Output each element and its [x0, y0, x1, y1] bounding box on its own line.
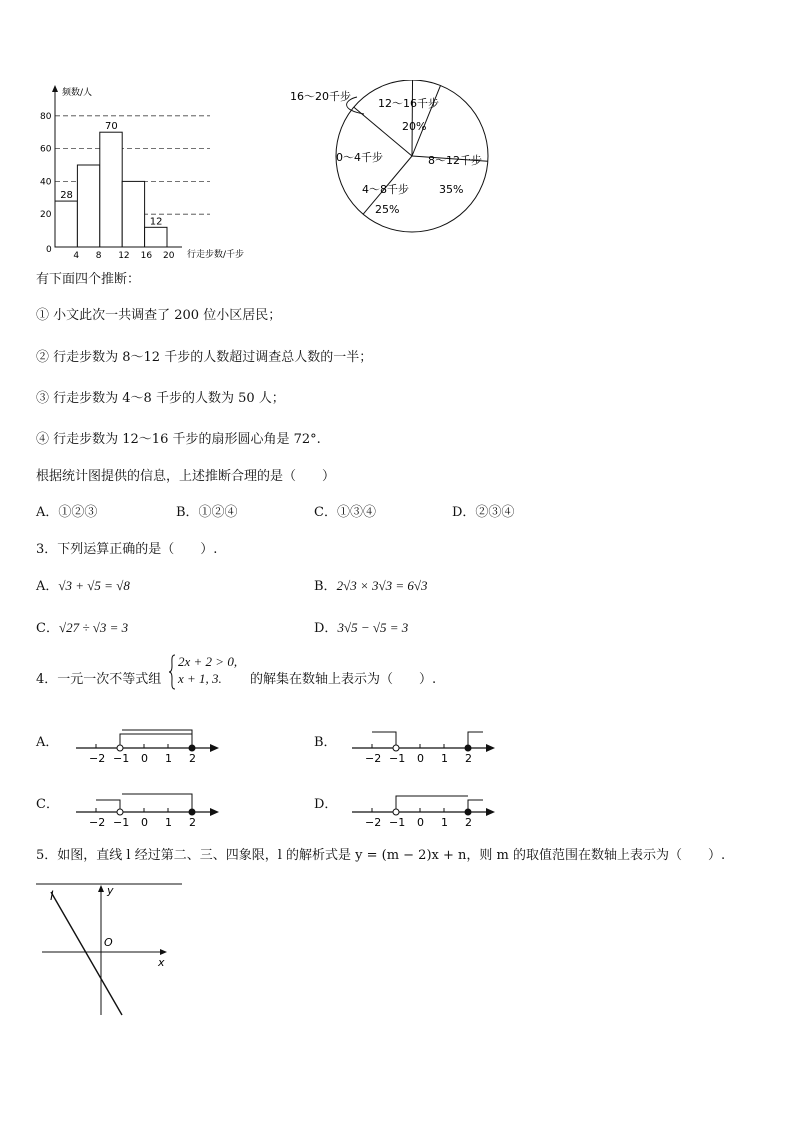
- solution-bracket: [96, 800, 120, 812]
- q3-b-expr: 2√3 × 3√3 = 6√3: [336, 578, 428, 593]
- pie-label-0-4: 0～4千步: [336, 151, 383, 164]
- pie-label-16-20: 16～20千步: [290, 90, 351, 103]
- closed-point: [189, 809, 195, 815]
- q3-d-label: D．: [314, 621, 338, 636]
- number-line-c[interactable]: [72, 782, 227, 830]
- y-label: y: [107, 884, 114, 897]
- number-label: 0: [417, 816, 424, 829]
- statement-1: ① 小文此次一共调查了 200 位小区居民；: [36, 308, 282, 323]
- number-label: 1: [165, 752, 172, 765]
- y-tick-label: 60: [40, 144, 52, 155]
- pie-label-12-16: 12～16千步: [378, 97, 439, 110]
- open-point: [393, 809, 399, 815]
- origin-label: 0: [46, 245, 52, 255]
- graph-y-arrow: [98, 885, 104, 892]
- number-label: −2: [365, 752, 382, 765]
- number-label: −1: [113, 752, 130, 765]
- number-label: 2: [189, 816, 196, 829]
- q3-option-a[interactable]: [36, 578, 130, 595]
- number-axis-arrow: [486, 744, 495, 752]
- q3-c-label: C．: [36, 621, 59, 636]
- line-l-label: l: [50, 889, 54, 903]
- pie-pct-4-8: 25%: [375, 203, 400, 216]
- histogram-chart: [30, 82, 270, 267]
- number-label: 0: [141, 752, 148, 765]
- q2-option-b[interactable]: B．①②④: [176, 505, 238, 520]
- pie-label-8-12: 8～12千步: [428, 154, 482, 167]
- bar-data-label: 70: [105, 121, 118, 133]
- bar-data-label: 12: [149, 216, 163, 228]
- number-label: −1: [113, 816, 130, 829]
- statement-4: ④ 行走步数为 12～16 千步的扇形圆心角是 72°.: [36, 432, 321, 447]
- q4-option-b[interactable]: B．: [314, 735, 337, 750]
- histogram-bar: [77, 165, 99, 247]
- q2-option-d[interactable]: D．②③④: [452, 505, 515, 520]
- histogram-bar: [100, 132, 122, 247]
- x-tick-label: 4: [73, 251, 80, 261]
- number-label: 0: [417, 752, 424, 765]
- open-point: [117, 809, 123, 815]
- inequality-1: 2x + 2 > 0,: [178, 654, 238, 669]
- x-tick-label: 16: [140, 251, 153, 261]
- number-label: 1: [441, 752, 448, 765]
- line-graph-figure: [34, 880, 194, 1020]
- inequality-system: [178, 653, 237, 687]
- y-tick-label: 20: [40, 210, 52, 221]
- number-axis-arrow: [210, 744, 219, 752]
- number-label: 2: [465, 752, 472, 765]
- number-label: −2: [89, 752, 106, 765]
- histogram-bar: [55, 201, 77, 247]
- number-label: 1: [165, 816, 172, 829]
- q3-a-label: A．: [36, 579, 59, 594]
- solution-bracket: [122, 730, 192, 748]
- q3-b-label: B．: [314, 579, 337, 594]
- line-l: [51, 892, 122, 1015]
- open-point: [393, 745, 399, 751]
- q4-prompt-post: 的解集在数轴上表示为（ ）.: [250, 672, 437, 687]
- x-tick-label: 8: [95, 251, 102, 261]
- solution-bracket: [122, 794, 192, 812]
- x-tick-label: 12: [118, 251, 130, 261]
- pie-label-4-8: 4～8千步: [362, 183, 409, 196]
- number-label: 0: [141, 816, 148, 829]
- pie-slice-boundary: [412, 80, 413, 156]
- number-label: 1: [441, 816, 448, 829]
- open-point: [117, 745, 123, 751]
- number-line-a[interactable]: [72, 718, 227, 766]
- q2-option-c[interactable]: C．①③④: [314, 505, 376, 520]
- q5-prompt: 5．如图，直线 l 经过第二、三、四象限，l 的解析式是 y = (m − 2)x + n，则 m 的取值范围在数轴上表示为（ ）.: [36, 848, 726, 863]
- x-axis-label: 行走步数/千步: [187, 250, 245, 260]
- number-label: −1: [389, 752, 406, 765]
- q4-option-c[interactable]: C．: [36, 797, 59, 812]
- number-label: 2: [465, 816, 472, 829]
- y-axis-arrow: [52, 85, 58, 92]
- solution-bracket: [372, 732, 396, 748]
- q3-c-expr: √27 ÷ √3 = 3: [58, 620, 129, 635]
- pie-pct-12-16: 20%: [402, 120, 427, 133]
- histogram-bar: [122, 181, 144, 247]
- y-tick-label: 80: [40, 111, 52, 122]
- number-label: −2: [89, 816, 106, 829]
- solution-bracket: [120, 734, 192, 748]
- inequality-2: x + 1, 3.: [178, 671, 222, 686]
- q2-option-a[interactable]: A．①②③: [36, 505, 98, 520]
- number-line-b[interactable]: [348, 718, 503, 766]
- q3-a-expr: √3 + √5 = √8: [58, 578, 130, 593]
- pie-chart: [282, 80, 502, 250]
- number-axis-arrow: [210, 808, 219, 816]
- q2-prompt: 根据统计图提供的信息，上述推断合理的是（ ）: [36, 469, 336, 484]
- graph-x-arrow: [160, 949, 167, 955]
- y-axis-label: 频数/人: [62, 88, 93, 98]
- number-axis-arrow: [486, 808, 495, 816]
- intro-text: 有下面四个推断：: [36, 272, 141, 287]
- q4-prompt-pre: 4．一元一次不等式组: [36, 672, 162, 687]
- system-brace: [168, 654, 176, 690]
- q3-d-expr: 3√5 − √5 = 3: [337, 620, 409, 635]
- q4-option-d[interactable]: D．: [314, 797, 338, 812]
- statement-2: ② 行走步数为 8～12 千步的人数超过调查总人数的一半；: [36, 350, 373, 365]
- bar-data-label: 28: [60, 190, 73, 202]
- q3-option-b[interactable]: [314, 578, 428, 595]
- number-label: −1: [389, 816, 406, 829]
- y-tick-label: 40: [40, 177, 52, 188]
- number-line-d[interactable]: [348, 782, 503, 830]
- closed-point: [189, 745, 195, 751]
- q3-prompt: 3．下列运算正确的是（ ）.: [36, 542, 218, 557]
- q3-option-c[interactable]: [36, 620, 128, 637]
- number-label: 2: [189, 752, 196, 765]
- statement-3: ③ 行走步数为 4～8 千步的人数为 50 人；: [36, 391, 285, 406]
- number-label: −2: [365, 816, 382, 829]
- closed-point: [465, 745, 471, 751]
- histogram-bar: [145, 227, 167, 247]
- q3-option-d[interactable]: [314, 620, 408, 637]
- x-tick-label: 20: [163, 251, 175, 261]
- origin-o: O: [104, 936, 113, 949]
- pie-pct-8-12: 35%: [439, 183, 464, 196]
- solution-bracket: [396, 796, 468, 812]
- q4-option-a[interactable]: A．: [36, 735, 59, 750]
- closed-point: [465, 809, 471, 815]
- x-label: x: [158, 956, 165, 969]
